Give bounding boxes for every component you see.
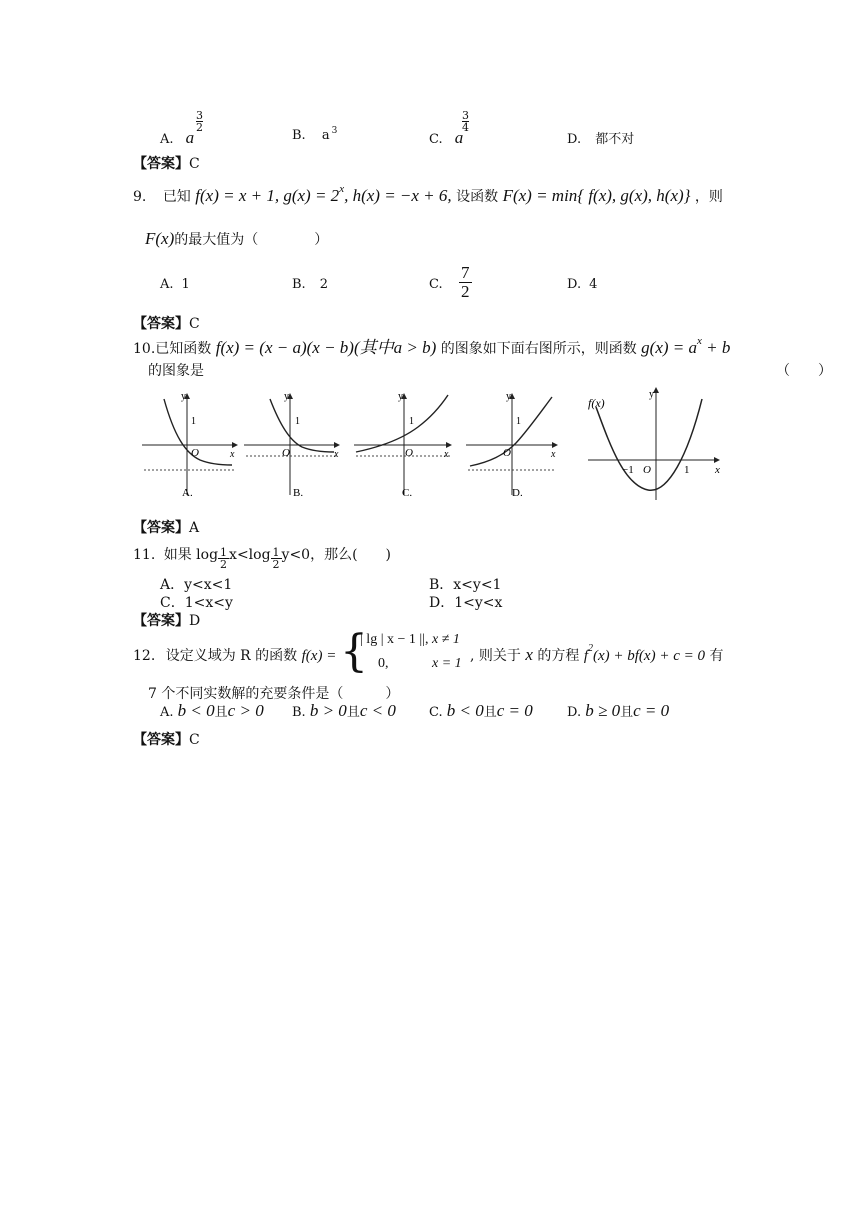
q10-stem: 10.已知函数 f(x) = (x − a)(x − b)(其中a > b) 的图象如下面右图所示，则函数 $g(x) = a^x + b$ (133, 335, 731, 357)
q10-answer: 【答案】A (133, 520, 200, 536)
q10-answer-paren: （ ） (776, 363, 832, 379)
q8-option-c-exponent: 3 4 (462, 109, 469, 134)
q9-option-d: D. 4 (567, 277, 598, 292)
graph-fx (588, 387, 720, 500)
graph-c-tick: 1 (409, 416, 414, 427)
q12-option-b: B. b > 0且c < 0 (292, 701, 396, 720)
q12-stem-tail: , 则关于 x 的方程 $f^2(x) + bf(x) + c = 0$ 有 (470, 643, 724, 664)
q8-option-a-exponent: 3 2 (196, 109, 203, 134)
q12-case2-cond: x = 1 (432, 656, 462, 671)
graph-a-y-label: y (181, 391, 186, 402)
q11-answer: 【答案】D (133, 613, 201, 629)
q12-case1: | lg | x − 1 ||, (360, 632, 429, 647)
q12-option-a: A. b < 0且c > 0 (160, 701, 264, 720)
graph-fx-tick-neg: −1 (622, 464, 634, 476)
graph-b-x-label: x (334, 449, 339, 460)
graph-d-origin: O (503, 447, 511, 459)
q12-case2: 0, (378, 656, 389, 671)
q9-option-a: A. 1 (160, 277, 190, 292)
q12-answer: 【答案】C (133, 732, 200, 748)
q9-stem-line2: F(x)的最大值为（ ） (145, 229, 329, 248)
graph-fx-label: f(x) (588, 396, 605, 410)
q12-stem-line2: 7 个不同实数解的充要条件是（ ） (148, 686, 400, 702)
graph-c-x-label: x (444, 449, 449, 460)
graph-c-y-label: y (398, 391, 403, 402)
graph-d-label: D. (512, 487, 523, 499)
graph-b-label: B. (293, 487, 304, 499)
graph-a (142, 391, 238, 499)
graph-c-label: C. (402, 487, 413, 499)
q8-option-c: C. a (429, 128, 464, 147)
graph-d-x-label: x (551, 449, 556, 460)
q9-stem: 9. 已知 f(x) = x + 1, $g(x) = 2^x$, h(x) = −x + 6, 设函数 F(x) = min{ f(x), g(x), h(x)} ，则 (133, 183, 723, 205)
q11-option-b: B．x<y<1 (429, 577, 502, 593)
q11-option-d: D．1<y<x (429, 595, 503, 611)
q8-answer: 【答案】C (133, 156, 200, 172)
q10-stem-line2: 的图象是 (148, 363, 204, 379)
graph-d (466, 391, 558, 499)
graph-fx-y-label: y (649, 389, 654, 400)
q8-option-d: D. 都不对 (567, 132, 635, 147)
graph-b (244, 391, 340, 499)
graph-a-origin: O (191, 447, 199, 459)
q9-answer: 【答案】C (133, 316, 200, 332)
q12-case1-cond: x ≠ 1 (432, 632, 460, 647)
graph-c (354, 391, 452, 499)
graph-b-origin: O (282, 447, 290, 459)
q9-option-c-fraction: 7 2 (461, 263, 470, 301)
q12-option-c: C. b < 0且c = 0 (429, 701, 533, 720)
graph-a-label: A. (182, 487, 193, 499)
q12-stem-intro: 12. 设定义域为 R 的函数 f(x) = (133, 648, 337, 664)
q8-option-b: B. a $^3$ (292, 126, 338, 143)
q9-option-c-label: C. (429, 277, 443, 292)
graph-fx-origin: O (643, 464, 651, 476)
graph-c-origin: O (405, 447, 413, 459)
q11-option-a: A．y<x<1 (160, 577, 233, 593)
graph-a-tick: 1 (191, 416, 196, 427)
graph-b-tick: 1 (295, 416, 300, 427)
q10-graphs (140, 385, 740, 505)
graph-d-y-label: y (506, 391, 511, 402)
q11-option-c: C．1<x<y (160, 595, 233, 611)
graph-fx-x-label: x (715, 464, 720, 476)
q12-option-d: D. b ≥ 0且c = 0 (567, 701, 670, 720)
graph-fx-tick-pos: 1 (684, 464, 690, 476)
q11-stem: 11. 如果 log $\frac{1}{2}$ x<log $\frac{1}{2}$ y<0，那么( ) (133, 546, 392, 571)
graph-a-x-label: x (230, 449, 235, 460)
graph-d-tick: 1 (516, 416, 521, 427)
q8-option-a: A. a (160, 128, 195, 147)
q12-brace: { (340, 626, 368, 677)
graph-b-y-label: y (284, 391, 289, 402)
q9-option-b: B. 2 (292, 277, 328, 292)
